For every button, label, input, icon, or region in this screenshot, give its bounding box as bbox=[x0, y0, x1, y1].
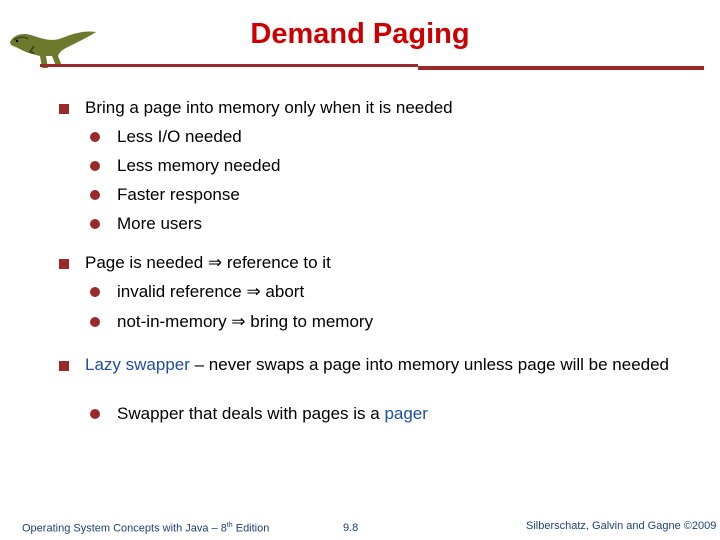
sub-bullet-text: Less memory needed bbox=[117, 156, 281, 175]
lazy-swapper-term: Lazy swapper bbox=[85, 355, 190, 374]
sub-bullet bbox=[117, 282, 304, 302]
sub-bullet bbox=[117, 214, 202, 234]
sub-bullet-text: More users bbox=[117, 214, 203, 233]
square-bullet-icon bbox=[59, 361, 69, 371]
bullet-text: Bring a page into memory only when it is needed bbox=[85, 98, 453, 117]
footer-book-title: Operating System Concepts with Java – 8 bbox=[22, 522, 227, 535]
sub-bullet bbox=[117, 127, 242, 147]
sub-bullet bbox=[117, 185, 240, 205]
sub-bullet-text: Swapper that deals with pages is a bbox=[117, 404, 385, 423]
round-bullet-icon bbox=[90, 317, 100, 327]
bullet-text: Page is needed ⇒ reference to it bbox=[85, 253, 331, 272]
round-bullet-icon bbox=[90, 409, 100, 419]
sub-bullet-text: invalid reference ⇒ abort bbox=[117, 282, 305, 301]
round-bullet-icon bbox=[90, 190, 100, 200]
round-bullet-icon bbox=[90, 132, 100, 142]
round-bullet-icon bbox=[90, 161, 100, 171]
footer-book-sup: th bbox=[226, 522, 233, 529]
bullet-lazy-swapper bbox=[85, 355, 675, 375]
footer-book-suffix: Edition bbox=[232, 522, 270, 535]
bullet-demand bbox=[85, 98, 453, 118]
round-bullet-icon bbox=[90, 219, 100, 229]
footer-page-number: 9.8 bbox=[343, 522, 359, 534]
bullet-page-needed bbox=[85, 253, 331, 273]
sub-bullet-text: not-in-memory ⇒ bring to memory bbox=[117, 312, 374, 331]
title-rule-right bbox=[418, 66, 704, 70]
square-bullet-icon bbox=[59, 259, 69, 269]
slide-title: Demand Paging bbox=[250, 18, 470, 50]
sub-bullet-text: Less I/O needed bbox=[117, 127, 242, 146]
round-bullet-icon bbox=[90, 287, 100, 297]
sub-bullet bbox=[117, 156, 280, 176]
footer-authors: Silberschatz, Galvin and Gagne ©2009 bbox=[526, 520, 717, 532]
sub-bullet bbox=[117, 404, 428, 424]
sub-bullet-text: Faster response bbox=[117, 185, 240, 204]
footer-book bbox=[22, 522, 269, 535]
square-bullet-icon bbox=[59, 104, 69, 114]
sub-bullet bbox=[117, 312, 373, 332]
bullet-text: – never swaps a page into memory unless page will be needed bbox=[189, 355, 670, 374]
title-rule-left bbox=[40, 64, 418, 67]
pager-term: pager bbox=[384, 404, 428, 423]
